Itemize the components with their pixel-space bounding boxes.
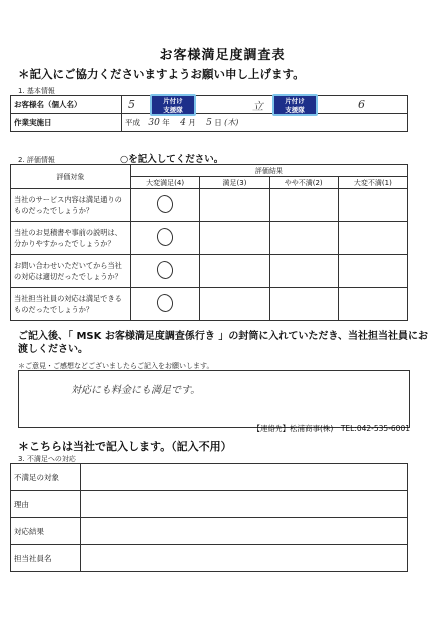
- section-response-heading: 3. 不満足への対応: [18, 455, 76, 463]
- circle-mark-icon: [155, 194, 174, 215]
- day-value: 5: [206, 118, 212, 128]
- eval-cell[interactable]: [338, 255, 407, 288]
- comment-box: [18, 370, 410, 428]
- response-row-value[interactable]: [81, 518, 408, 545]
- eval-result-header: 評価結果: [130, 165, 407, 177]
- eval-cell[interactable]: [200, 222, 269, 255]
- eval-row: [11, 189, 408, 222]
- section-eval-heading: 2. 評価情報: [18, 156, 55, 164]
- eval-cell[interactable]: [200, 288, 269, 321]
- eval-instruction: ○を記入してください。: [120, 154, 224, 165]
- submission-notice: ご記入後、「 MSK お客様満足度調査係行き 」の封筒に入れていただき、当社担当社員にお渡しください。: [18, 331, 428, 355]
- circle-mark-icon: [155, 227, 174, 248]
- eval-cell[interactable]: [269, 222, 338, 255]
- work-date-field: [122, 114, 408, 132]
- eval-cell[interactable]: [130, 288, 200, 321]
- office-use-heading: ＊こちらは当社で記入します。（記入不用）: [18, 440, 232, 453]
- eval-cell[interactable]: [200, 255, 269, 288]
- response-row-value[interactable]: [81, 545, 408, 572]
- eval-column-4: 大変不満(1): [338, 177, 407, 189]
- eval-cell[interactable]: [130, 189, 200, 222]
- response-row-label: 対応結果: [11, 518, 81, 545]
- customer-name-hand-1: 5: [128, 98, 135, 111]
- work-date-label: 作業実施日: [11, 114, 122, 132]
- customer-name-hand-2: 立: [252, 100, 263, 113]
- response-row: [11, 518, 408, 545]
- customer-name-hand-3: 6: [358, 98, 365, 111]
- eval-question: 当社のサービス内容は満足通りのものだったでしょうか？: [11, 189, 131, 222]
- eval-question: 当社のお見積書や事前の説明は、分かりやすかったでしょうか？: [11, 222, 131, 255]
- form-subtitle: ＊記入にご協力くださいますようお願い申し上げます。: [18, 67, 305, 81]
- redaction-badge-left: 片付け 支援隊: [150, 94, 196, 116]
- era-label: 平成: [125, 118, 140, 127]
- circle-mark-icon: [155, 293, 174, 314]
- year-value: 30: [148, 118, 160, 128]
- eval-question: お問い合わせいただいてから当社の対応は適切だったでしょうか？: [11, 255, 131, 288]
- eval-cell[interactable]: [200, 189, 269, 222]
- eval-column-3: やや不満(2): [269, 177, 338, 189]
- form-title: お客様満足度調査表: [159, 48, 286, 63]
- eval-cell[interactable]: [130, 222, 200, 255]
- eval-row: [11, 222, 408, 255]
- month-unit: 月: [188, 118, 196, 127]
- response-row-label: 理由: [11, 491, 81, 518]
- day-unit: 日: [214, 118, 222, 127]
- response-row-value[interactable]: [81, 464, 408, 491]
- eval-row: [11, 288, 408, 321]
- response-row-label: 担当社員名: [11, 545, 81, 572]
- eval-cell[interactable]: [338, 288, 407, 321]
- weekday-value: (木): [224, 118, 239, 127]
- comment-label: ＊ご意見・ご感想などございましたらご記入をお願いします。: [18, 362, 214, 370]
- customer-name-label: お客様名（個人名）: [11, 96, 122, 114]
- redaction-badge-right: 片付け 支援隊: [272, 94, 318, 116]
- eval-target-header: 評価対象: [11, 165, 131, 189]
- response-row-label: 不満足の対象: [11, 464, 81, 491]
- circle-mark-icon: [155, 260, 174, 281]
- contact-info: 【連絡先】松浦商事(株) TEL:042-535-6001: [252, 424, 410, 433]
- eval-cell[interactable]: [269, 288, 338, 321]
- eval-cell[interactable]: [269, 189, 338, 222]
- month-value: 4: [180, 118, 186, 128]
- response-row-value[interactable]: [81, 491, 408, 518]
- eval-question: 当社担当社員の対応は満足できるものだったでしょうか？: [11, 288, 131, 321]
- section-basic-heading: 1. 基本情報: [18, 87, 55, 95]
- response-row: [11, 464, 408, 491]
- eval-column-2: 満足(3): [200, 177, 269, 189]
- eval-cell[interactable]: [338, 222, 407, 255]
- eval-cell[interactable]: [269, 255, 338, 288]
- eval-cell[interactable]: [130, 255, 200, 288]
- response-table: [10, 463, 408, 572]
- response-row: [11, 545, 408, 572]
- comment-text: 対応にも料金にも満足です。: [71, 385, 201, 396]
- eval-column-1: 大変満足(4): [130, 177, 200, 189]
- basic-info-table: [10, 95, 408, 132]
- response-row: [11, 491, 408, 518]
- year-unit: 年: [162, 118, 170, 127]
- evaluation-table: [10, 164, 408, 321]
- eval-cell[interactable]: [338, 189, 407, 222]
- eval-row: [11, 255, 408, 288]
